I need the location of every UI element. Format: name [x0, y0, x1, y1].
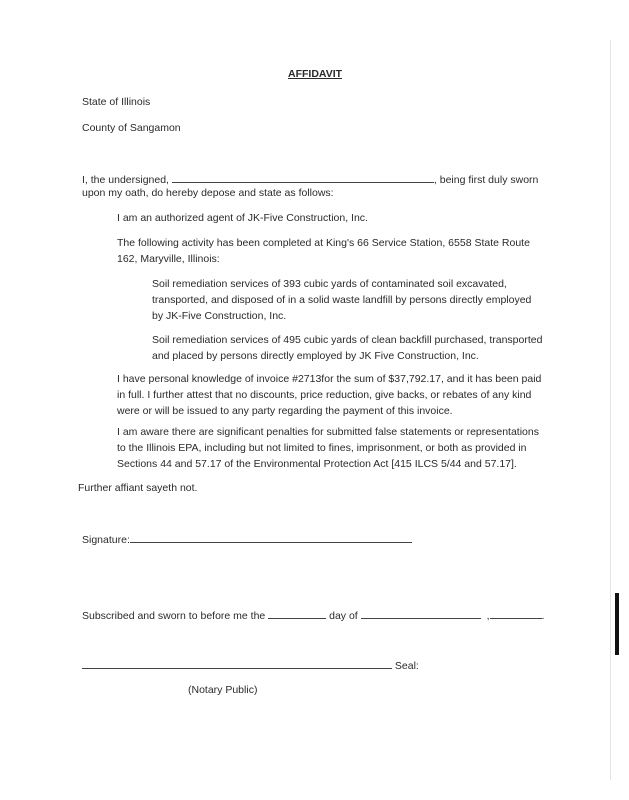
soil-remediation-statement: Soil remediation services of 393 cubic yards of contaminated soil excavated, transported, and disposed of in a solid waste landfill by persons directly employed by JK-Five Construction, Inc. — [152, 278, 532, 322]
backfill-statement: Soil remediation services of 495 cubic yards of clean backfill purchased, transported and placed by persons directly employed by JK Five Construction, Inc. — [152, 334, 543, 362]
day-of-text: day of — [329, 610, 358, 622]
intro-line-2: upon my oath, do hereby depose and state as follows: — [82, 187, 334, 199]
scan-edge-mark — [615, 593, 619, 655]
agent-statement: I am an authorized agent of JK-Five Construction, Inc. — [117, 212, 368, 224]
activity-statement: The following activity has been completed at King's 66 Service Station, 6558 State Route 162, Maryville, Illinois: — [117, 237, 530, 265]
intro-end: , being first duly sworn — [433, 174, 539, 186]
document-title: AFFIDAVIT — [288, 68, 343, 80]
further-affiant-line: Further affiant sayeth not. — [78, 482, 198, 494]
period-text: . — [541, 610, 545, 622]
year-blank[interactable] — [490, 608, 542, 619]
county-line: County of Sangamon — [82, 122, 181, 134]
undersigned-name-blank[interactable] — [172, 172, 434, 183]
signature-row — [82, 532, 412, 547]
intro-line-1 — [82, 172, 538, 187]
day-blank[interactable] — [268, 608, 326, 619]
penalties-statement: I am aware there are significant penalties for submitted false statements or representations to the Illinois EPA, including but not limited to fines, imprisonment, or both as provided in Sections 44 and 57.17 of the Environmental Protection Act [415 ILCS 5/44 and 57.17]. — [117, 426, 539, 470]
month-blank[interactable] — [361, 608, 481, 619]
seal-label: Seal: — [394, 660, 419, 672]
scan-shadow-line — [610, 40, 611, 780]
subscribed-row — [82, 608, 545, 623]
intro-start: I, the undersigned, — [82, 174, 169, 186]
comma-text: , — [486, 610, 490, 622]
notary-seal-row — [82, 658, 419, 673]
subscribed-text: Subscribed and sworn to before me the — [82, 610, 266, 622]
invoice-statement: I have personal knowledge of invoice #2713for the sum of $37,792.17, and it has been paid in full. I further attest that no discounts, price reduction, give backs, or rebates of any kind were or will be issued to any party regarding the payment of this invoice. — [117, 373, 542, 417]
signature-label: Signature: — [82, 534, 130, 546]
state-line: State of Illinois — [82, 96, 151, 108]
signature-blank[interactable] — [130, 532, 412, 543]
notary-public-label: (Notary Public) — [188, 684, 258, 696]
notary-signature-blank[interactable] — [82, 658, 392, 669]
